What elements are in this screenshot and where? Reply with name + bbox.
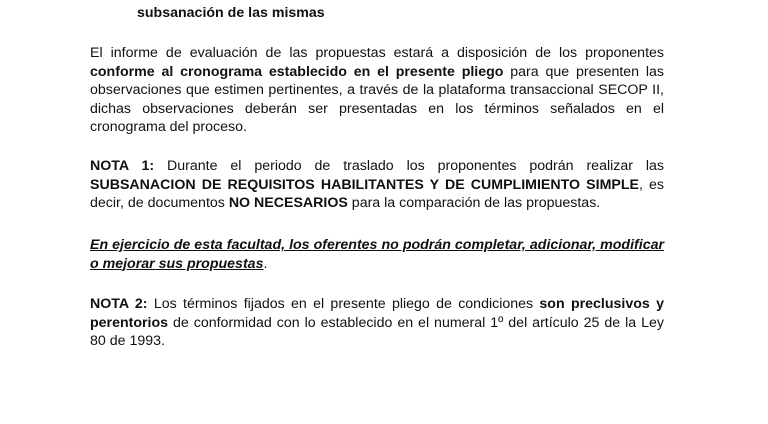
paragraph-nota-2: NOTA 2: Los términos fijados en el presente pliego de condiciones son preclusivos y perentorios de conformidad con lo establecido en el numeral 1º del artículo 25 de la Ley 80 de 1993.: [90, 296, 664, 349]
paragraph-evaluation-report: El informe de evaluación de las propuestas estará a disposición de los proponentes conforme al cronograma establecido en el presente pliego para que presenten las observaciones que estimen pertinentes, a través de la plataforma transaccional SECOP II, dichas observaciones deberán ser presentadas en los términos señalados en el cronograma del proceso.: [90, 45, 664, 135]
paragraph-nota-1: NOTA 1: Durante el periodo de traslado los proponentes podrán realizar las SUBSANACION DE REQUISITOS HABILITANTES Y DE CUMPLIMIENTO SIMPLE, es decir, de documentos NO NECESARIOS para la comparación de las propuestas.: [90, 158, 665, 211]
nota-2-label: NOTA 2:: [90, 296, 148, 312]
cropped-heading-line: [137, 0, 737, 2]
nota-1-label: NOTA 1:: [90, 158, 155, 174]
paragraph-emphasis: En ejercicio de esta facultad, los oferentes no podrán completar, adicionar, modificar o mejorar sus propuestas.: [90, 237, 664, 272]
section-heading: subsanación de las mismas: [137, 5, 325, 21]
